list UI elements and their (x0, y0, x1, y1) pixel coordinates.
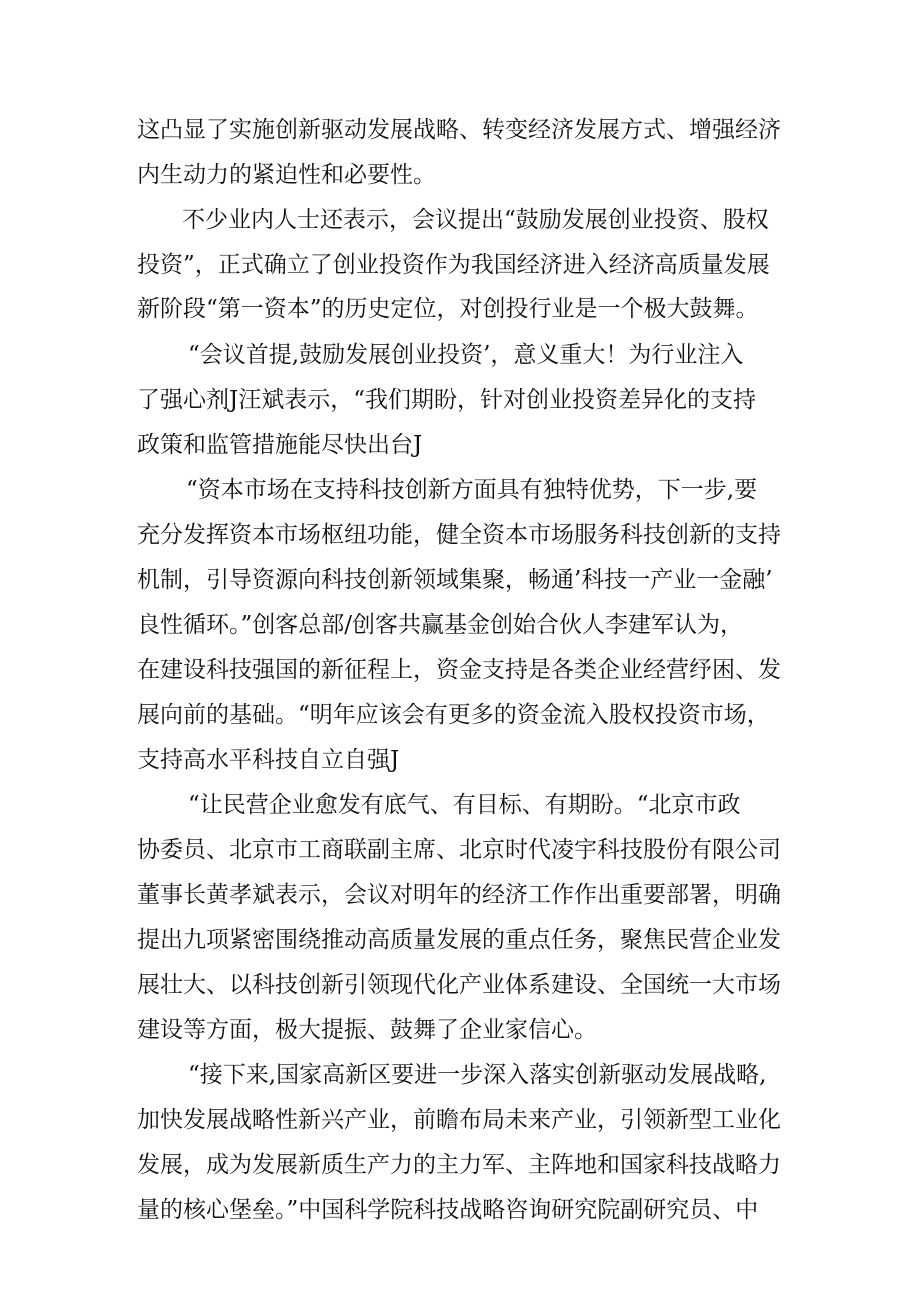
paragraph-line: “让民营企业愈发有底气、有目标、有期盼。“北京市政 (188, 792, 741, 818)
paragraph-line: 良性循环。”创客总部/创客共赢基金创始合伙人李建军认为， (137, 612, 744, 638)
paragraph-line: 董事长黄孝斌表示，会议对明年的经济工作作出重要部署，明确 (137, 882, 781, 908)
paragraph-line: 机制，引导资源向科技创新领域集聚，畅通’科技一产业一金融’ (137, 567, 773, 593)
paragraph-line: 不少业内人士还表示，会议提出“鼓励发展创业投资、股权 (182, 207, 769, 233)
paragraph-line: 充分发挥资本市场枢纽功能，健全资本市场服务科技创新的支持 (137, 522, 781, 548)
paragraph-line: 在建设科技强国的新征程上，资金支持是各类企业经营纾困、发 (137, 657, 781, 683)
paragraph-line: 协委员、北京市工商联副主席、北京时代凌宇科技股份有限公司 (137, 837, 781, 863)
paragraph-line: 了强心剂J汪斌表示，“我们期盼，针对创业投资差异化的支持 (137, 387, 756, 413)
paragraph-line: 提出九项紧密围绕推动高质量发展的重点任务，聚焦民营企业发 (137, 927, 781, 953)
paragraph-line: 展向前的基础。“明年应该会有更多的资金流入股权投资市场， (137, 702, 770, 728)
paragraph-line: 新阶段“第一资本”的历史定位，对创投行业是一个极大鼓舞。 (137, 296, 759, 322)
paragraph-line: 建设等方面，极大提振、鼓舞了企业家信心。 (137, 1017, 597, 1043)
paragraph-line: 这凸显了实施创新驱动发展战略、转变经济发展方式、增强经济 (137, 117, 781, 143)
paragraph-line: 展壮大、以科技创新引领现代化产业体系建设、全国统一大市场 (137, 972, 781, 998)
paragraph-line: 支持高水平科技自立自强J (137, 747, 400, 773)
paragraph-line: “资本市场在支持科技创新方面具有独特优势，下一步,要 (186, 477, 758, 503)
paragraph-line: 发展，成为发展新质生产力的主力军、主阵地和国家科技战略力 (137, 1152, 781, 1178)
paragraph-line: “接下来,国家高新区要进一步深入落实创新驱动发展战略, (188, 1062, 767, 1088)
paragraph-line: 政策和监管措施能尽快出台J (137, 432, 423, 458)
paragraph-line: 量的核心堡垒。”中国科学院科技战略咨询研究院副研究员、中 (137, 1197, 759, 1223)
paragraph-line: 内生动力的紧迫性和必要性。 (137, 162, 436, 188)
paragraph-line: 加快发展战略性新兴产业，前瞻布局未来产业，引领新型工业化 (137, 1107, 781, 1133)
paragraph-line: “会议首提,鼓励发展创业投资’，意义重大！为行业注入 (188, 342, 744, 368)
paragraph-line: 投资”，正式确立了创业投资作为我国经济进入经济高质量发展 (137, 252, 770, 278)
